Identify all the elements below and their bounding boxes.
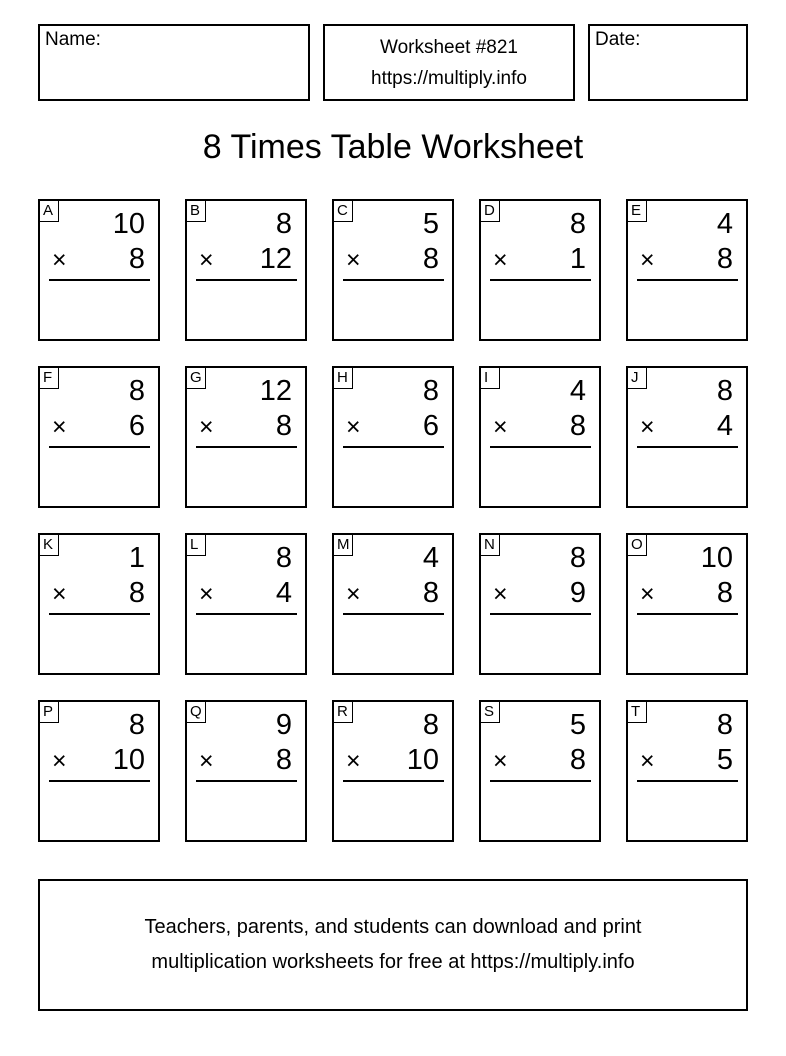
answer-line xyxy=(343,446,444,448)
problem-multiplier: 5 xyxy=(716,744,733,776)
problem-card xyxy=(332,700,454,842)
problem-multiplicand: 10 xyxy=(112,208,145,240)
problem-letter: N xyxy=(480,534,500,556)
answer-line xyxy=(49,780,150,782)
worksheet-website: https://multiply.info xyxy=(371,67,527,89)
problem-letter: R xyxy=(333,701,353,723)
problem-letter: J xyxy=(627,367,647,389)
answer-line xyxy=(49,613,150,615)
multiply-sign: × xyxy=(52,747,67,775)
answer-line xyxy=(49,279,150,281)
problem-letter: G xyxy=(186,367,206,389)
problem-card xyxy=(332,533,454,675)
multiply-sign: × xyxy=(199,413,214,441)
multiply-sign: × xyxy=(493,580,508,608)
problem-letter: K xyxy=(39,534,59,556)
problem-multiplicand: 8 xyxy=(569,542,586,574)
problem-letter: H xyxy=(333,367,353,389)
problem-card xyxy=(38,199,160,341)
problem-letter: O xyxy=(627,534,647,556)
footer-line-2: multiplication worksheets for free at https://multiply.info xyxy=(151,951,635,973)
problem-multiplicand: 9 xyxy=(275,709,292,741)
page-title: 8 Times Table Worksheet xyxy=(202,128,584,166)
multiply-sign: × xyxy=(640,413,655,441)
problem-card xyxy=(626,700,748,842)
multiply-sign: × xyxy=(493,413,508,441)
problem-multiplier: 10 xyxy=(112,744,145,776)
problem-multiplicand: 8 xyxy=(128,375,145,407)
problem-multiplier: 4 xyxy=(275,577,292,609)
date-field-box xyxy=(588,24,748,101)
problem-letter: L xyxy=(186,534,206,556)
problem-letter: S xyxy=(480,701,500,723)
problem-multiplier: 9 xyxy=(569,577,586,609)
multiply-sign: × xyxy=(346,747,361,775)
problem-card xyxy=(38,366,160,508)
problem-card xyxy=(479,533,601,675)
problem-card xyxy=(38,700,160,842)
answer-line xyxy=(343,279,444,281)
answer-line xyxy=(196,780,297,782)
problem-card xyxy=(185,533,307,675)
problem-multiplier: 8 xyxy=(569,410,586,442)
problem-multiplier: 1 xyxy=(569,243,586,275)
problem-card xyxy=(332,366,454,508)
answer-line xyxy=(637,279,738,281)
problem-multiplier: 8 xyxy=(569,744,586,776)
problem-multiplier: 4 xyxy=(716,410,733,442)
multiply-sign: × xyxy=(493,246,508,274)
problem-card xyxy=(38,533,160,675)
problem-card xyxy=(185,366,307,508)
problem-multiplicand: 4 xyxy=(716,208,733,240)
problem-card xyxy=(479,700,601,842)
problem-multiplicand: 10 xyxy=(700,542,733,574)
problem-multiplier: 10 xyxy=(406,744,439,776)
problem-multiplicand: 8 xyxy=(716,709,733,741)
multiply-sign: × xyxy=(199,246,214,274)
answer-line xyxy=(343,613,444,615)
problem-multiplier: 8 xyxy=(716,243,733,275)
problem-card xyxy=(479,366,601,508)
problem-multiplier: 8 xyxy=(128,243,145,275)
problem-letter: I xyxy=(480,367,500,389)
answer-line xyxy=(196,279,297,281)
problem-multiplicand: 8 xyxy=(569,208,586,240)
problem-card xyxy=(479,199,601,341)
problem-multiplicand: 4 xyxy=(422,542,439,574)
name-field-box xyxy=(38,24,310,101)
problem-card xyxy=(185,199,307,341)
answer-line xyxy=(49,446,150,448)
problem-multiplicand: 8 xyxy=(275,542,292,574)
problem-multiplicand: 5 xyxy=(569,709,586,741)
footer-box xyxy=(38,879,748,1011)
answer-line xyxy=(490,780,591,782)
footer-line-1: Teachers, parents, and students can download and print xyxy=(144,916,642,938)
answer-line xyxy=(637,613,738,615)
multiply-sign: × xyxy=(199,580,214,608)
problem-letter: E xyxy=(627,200,647,222)
problem-letter: D xyxy=(480,200,500,222)
multiply-sign: × xyxy=(52,413,67,441)
problem-card xyxy=(185,700,307,842)
answer-line xyxy=(196,446,297,448)
problem-letter: T xyxy=(627,701,647,723)
problem-card xyxy=(626,366,748,508)
problem-multiplier: 8 xyxy=(422,243,439,275)
problem-multiplier: 8 xyxy=(716,577,733,609)
problem-multiplicand: 12 xyxy=(259,375,292,407)
problem-multiplicand: 8 xyxy=(422,375,439,407)
answer-line xyxy=(490,613,591,615)
problem-multiplicand: 4 xyxy=(569,375,586,407)
answer-line xyxy=(637,446,738,448)
problem-multiplicand: 1 xyxy=(128,542,145,574)
multiply-sign: × xyxy=(640,580,655,608)
multiply-sign: × xyxy=(346,580,361,608)
problem-multiplicand: 8 xyxy=(275,208,292,240)
name-label: Name: xyxy=(45,29,101,50)
problem-card xyxy=(332,199,454,341)
multiply-sign: × xyxy=(346,246,361,274)
problem-letter: C xyxy=(333,200,353,222)
problem-letter: P xyxy=(39,701,59,723)
multiply-sign: × xyxy=(493,747,508,775)
problem-letter: Q xyxy=(186,701,206,723)
multiply-sign: × xyxy=(640,246,655,274)
problem-multiplicand: 8 xyxy=(128,709,145,741)
multiply-sign: × xyxy=(346,413,361,441)
answer-line xyxy=(490,446,591,448)
answer-line xyxy=(637,780,738,782)
worksheet-number: Worksheet #821 xyxy=(379,36,518,58)
problem-multiplier: 6 xyxy=(422,410,439,442)
problem-card xyxy=(626,533,748,675)
problem-multiplier: 8 xyxy=(128,577,145,609)
problem-multiplier: 6 xyxy=(128,410,145,442)
problem-letter: M xyxy=(333,534,353,556)
answer-line xyxy=(490,279,591,281)
problem-multiplicand: 5 xyxy=(422,208,439,240)
problem-letter: B xyxy=(186,200,206,222)
problem-multiplicand: 8 xyxy=(716,375,733,407)
answer-line xyxy=(343,780,444,782)
multiply-sign: × xyxy=(52,246,67,274)
problem-multiplier: 8 xyxy=(275,410,292,442)
problem-multiplier: 8 xyxy=(275,744,292,776)
multiply-sign: × xyxy=(52,580,67,608)
problem-letter: F xyxy=(39,367,59,389)
worksheet-info-box xyxy=(323,24,575,101)
date-label: Date: xyxy=(595,29,641,50)
multiply-sign: × xyxy=(640,747,655,775)
problem-card xyxy=(626,199,748,341)
answer-line xyxy=(196,613,297,615)
problem-multiplicand: 8 xyxy=(422,709,439,741)
problem-letter: A xyxy=(39,200,59,222)
problem-multiplier: 12 xyxy=(259,243,292,275)
multiply-sign: × xyxy=(199,747,214,775)
problem-multiplier: 8 xyxy=(422,577,439,609)
